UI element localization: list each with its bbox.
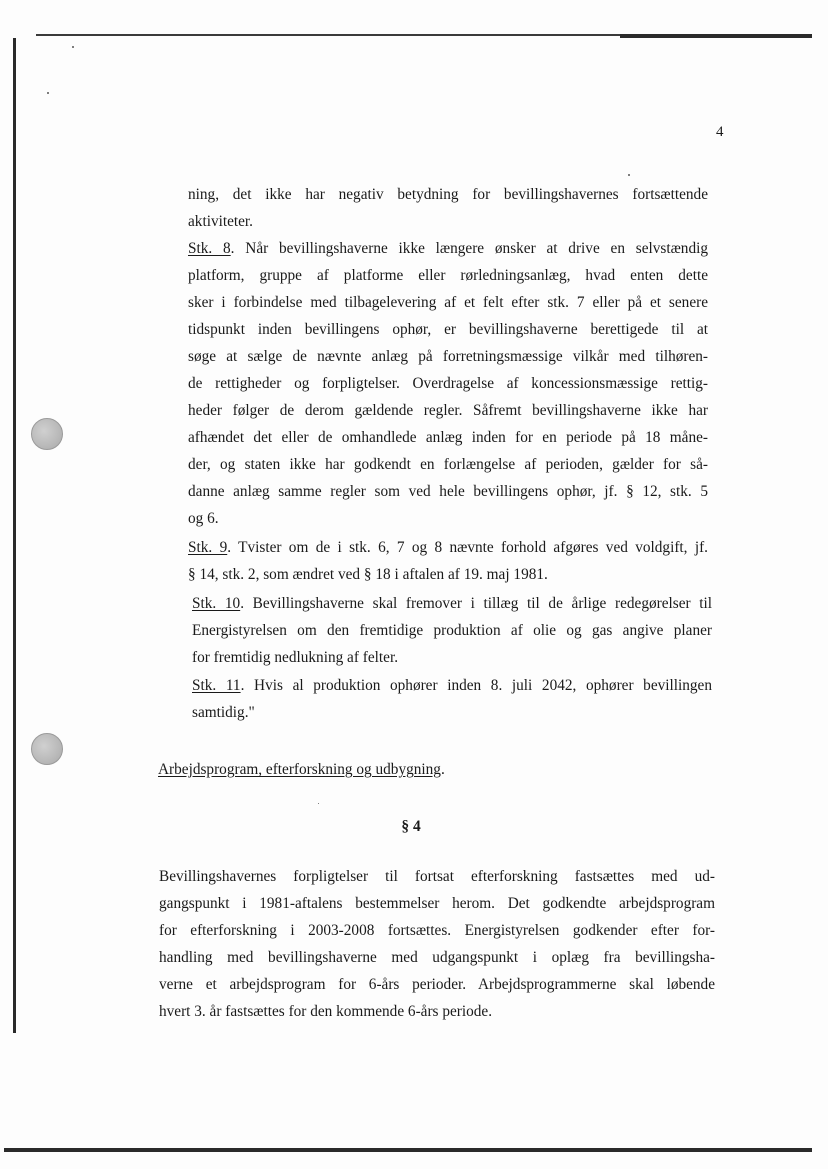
stk10-line: for fremtidig nedlukning af felter. [192, 649, 399, 666]
scan-speck [47, 92, 49, 94]
section-heading: Arbejdsprogram, efterforskning og udbygning. [158, 761, 445, 778]
stk8-line: og 6. [188, 510, 219, 527]
stk10-label: Stk. 10 [192, 595, 241, 612]
punch-hole-upper [31, 418, 63, 450]
quote-line: ning, det ikke har negativ betydning for bevillingshavernes fortsættende [188, 186, 708, 203]
body-line: hvert 3. år fastsættes for den kommende 6-års periode. [159, 1003, 493, 1020]
stk10-line: Stk. 10. Bevillingshaverne skal fremover i tillæg til de årlige redegørelser til [192, 595, 712, 612]
stk11-line: samtidig." [192, 704, 255, 721]
body-line: for efterforskning i 2003-2008 fortsættes. Energistyrelsen godkender efter for- [159, 922, 715, 939]
page-number: 4 [716, 124, 724, 140]
stk8-line: søge at sælge de nævnte anlæg på forretningsmæssige vilkår med tilhøren- [188, 348, 708, 365]
section-number: § 4 [401, 818, 421, 835]
stk9-line: § 14, stk. 2, som ændret ved § 18 i aftalen af 19. maj 1981. [188, 566, 548, 583]
stk8-line: de rettigheder og forpligtelser. Overdragelse af koncessionsmæssige rettig- [188, 375, 708, 392]
stk8-line: platform, gruppe af platforme eller rørledningsanlæg, hvad enten dette [188, 267, 708, 284]
scan-speck [628, 174, 630, 176]
body-line: handling med bevillingshaverne med udgangspunkt i oplæg fra bevillingsha- [159, 949, 715, 966]
body-line: verne et arbejdsprogram for 6-års perioder. Arbejdsprogrammerne skal løbende [159, 976, 715, 993]
stk11-label: Stk. 11 [192, 677, 241, 694]
body-line: gangspunkt i 1981-aftalens bestemmelser herom. Det godkendte arbejdsprogram [159, 895, 715, 912]
stk8-line: sker i forbindelse med tilbagelevering af et felt efter stk. 7 eller på et senere [188, 294, 708, 311]
stk11-line: Stk. 11. Hvis al produktion ophører inden 8. juli 2042, ophører bevillingen [192, 677, 712, 694]
stk10-line: Energistyrelsen om den fremtidige produktion af olie og gas angive planer [192, 622, 712, 639]
stk8-label: Stk. 8 [188, 240, 231, 257]
stk8-line: tidspunkt inden bevillingens ophør, er bevillingshaverne berettigede til at [188, 321, 708, 338]
stk8-line: afhændet det eller de omhandlede anlæg inden for en periode på 18 måne- [188, 429, 708, 446]
stk8-line: heder følger de derom gældende regler. Såfremt bevillingshaverne ikke har [188, 402, 708, 419]
stk9-label: Stk. 9 [188, 539, 228, 556]
body-line: Bevillingshavernes forpligtelser til fortsat efterforskning fastsættes med ud- [159, 868, 715, 885]
stk9-line: Stk. 9. Tvister om de i stk. 6, 7 og 8 nævnte forhold afgøres ved voldgift, jf. [188, 539, 708, 556]
stk8-line: der, og staten ikke har godkendt en forlængelse af perioden, gælder for så- [188, 456, 708, 473]
stk8-line: Stk. 8. Når bevillingshaverne ikke længere ønsker at drive en selvstændig [188, 240, 708, 257]
scan-border-bottom [4, 1148, 812, 1152]
scan-border-top-accent [620, 34, 812, 38]
punch-hole-lower [31, 733, 63, 765]
quote-line: aktiviteter. [188, 213, 253, 230]
scan-border-left [13, 38, 16, 1033]
stk8-line: danne anlæg samme regler som ved hele bevillingens ophør, jf. § 12, stk. 5 [188, 483, 708, 500]
scan-speck [318, 803, 319, 804]
scan-speck [72, 46, 74, 48]
